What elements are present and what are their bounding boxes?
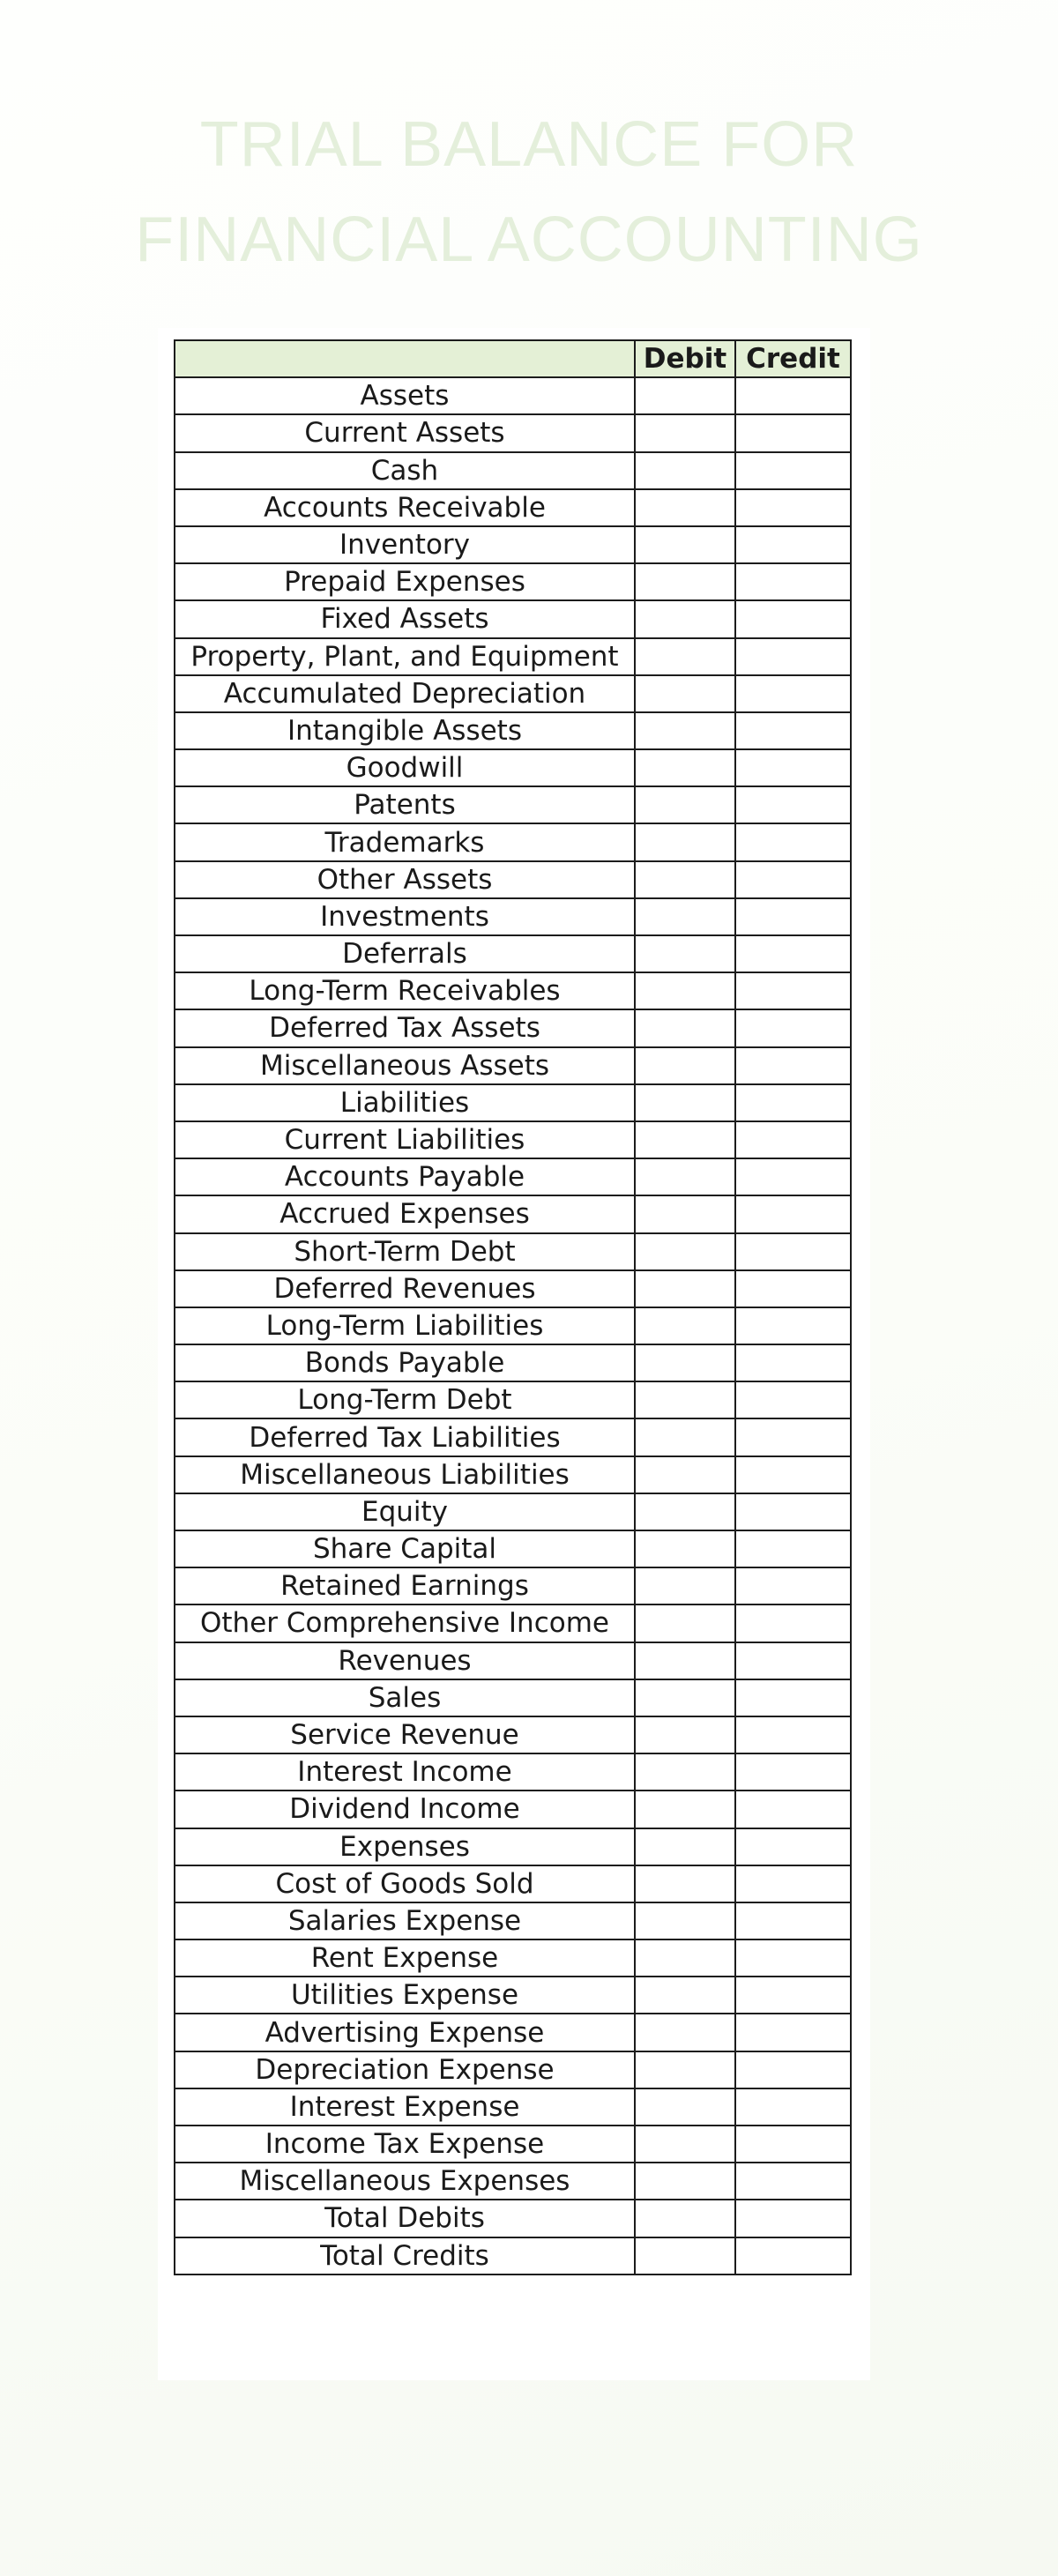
table-row <box>175 1121 851 1158</box>
account-name-cell: Intangible Assets <box>175 712 635 749</box>
debit-cell[interactable] <box>635 1939 735 1977</box>
account-name-cell: Expenses <box>175 1828 635 1865</box>
debit-cell[interactable] <box>635 414 735 451</box>
account-name-cell: Advertising Expense <box>175 2014 635 2051</box>
account-name-cell: Accumulated Depreciation <box>175 675 635 712</box>
credit-cell[interactable] <box>735 1418 851 1456</box>
trial-balance-sheet <box>158 328 870 2380</box>
credit-cell[interactable] <box>735 526 851 563</box>
account-name-cell: Property, Plant, and Equipment <box>175 638 635 675</box>
account-name-cell: Total Credits <box>175 2237 635 2274</box>
table-row <box>175 1642 851 1679</box>
debit-cell[interactable] <box>635 1456 735 1493</box>
table-row <box>175 1902 851 1939</box>
debit-cell[interactable] <box>635 1195 735 1232</box>
account-name-cell: Long-Term Receivables <box>175 972 635 1009</box>
account-name-cell: Revenues <box>175 1642 635 1679</box>
table-row <box>175 972 851 1009</box>
table-row <box>175 935 851 972</box>
table-row <box>175 1270 851 1307</box>
header-credit: Credit <box>735 340 851 377</box>
credit-cell[interactable] <box>735 1939 851 1977</box>
debit-cell[interactable] <box>635 1977 735 2014</box>
credit-cell[interactable] <box>735 1233 851 1270</box>
debit-cell[interactable] <box>635 600 735 637</box>
debit-cell[interactable] <box>635 823 735 860</box>
table-row <box>175 1679 851 1716</box>
account-name-cell: Service Revenue <box>175 1716 635 1753</box>
table-body <box>175 377 851 2274</box>
account-name-cell: Deferrals <box>175 935 635 972</box>
credit-cell[interactable] <box>735 638 851 675</box>
page-title-line-1: TRIAL BALANCE FOR <box>199 109 859 180</box>
account-name-cell: Long-Term Liabilities <box>175 1307 635 1344</box>
credit-cell[interactable] <box>735 1009 851 1046</box>
table-row <box>175 1604 851 1642</box>
page-title <box>0 97 1058 287</box>
debit-cell[interactable] <box>635 1381 735 1418</box>
account-name-cell: Salaries Expense <box>175 1902 635 1939</box>
debit-cell[interactable] <box>635 1158 735 1195</box>
account-name-cell: Miscellaneous Assets <box>175 1047 635 1084</box>
debit-cell[interactable] <box>635 2163 735 2200</box>
credit-cell[interactable] <box>735 600 851 637</box>
credit-cell[interactable] <box>735 1604 851 1642</box>
table-row <box>175 823 851 860</box>
account-name-cell: Dividend Income <box>175 1791 635 1828</box>
credit-cell[interactable] <box>735 786 851 823</box>
debit-cell[interactable] <box>635 1753 735 1791</box>
account-name-cell: Long-Term Debt <box>175 1381 635 1418</box>
debit-cell[interactable] <box>635 1493 735 1530</box>
account-name-cell: Assets <box>175 377 635 414</box>
account-name-cell: Cash <box>175 452 635 489</box>
table-row <box>175 1233 851 1270</box>
table-row <box>175 1939 851 1977</box>
debit-cell[interactable] <box>635 1828 735 1865</box>
header-account <box>175 340 635 377</box>
account-name-cell: Deferred Revenues <box>175 1270 635 1307</box>
table-row <box>175 712 851 749</box>
debit-cell[interactable] <box>635 1084 735 1121</box>
credit-cell[interactable] <box>735 1121 851 1158</box>
account-name-cell: Goodwill <box>175 749 635 786</box>
account-name-cell: Current Liabilities <box>175 1121 635 1158</box>
table-row <box>175 786 851 823</box>
credit-cell[interactable] <box>735 1195 851 1232</box>
debit-cell[interactable] <box>635 1865 735 1902</box>
credit-cell[interactable] <box>735 377 851 414</box>
account-name-cell: Current Assets <box>175 414 635 451</box>
credit-cell[interactable] <box>735 2014 851 2051</box>
table-row <box>175 1493 851 1530</box>
account-name-cell: Total Debits <box>175 2200 635 2237</box>
account-name-cell: Interest Expense <box>175 2088 635 2126</box>
debit-cell[interactable] <box>635 1121 735 1158</box>
credit-cell[interactable] <box>735 1270 851 1307</box>
credit-cell[interactable] <box>735 1642 851 1679</box>
table-row <box>175 377 851 414</box>
table-row <box>175 675 851 712</box>
credit-cell[interactable] <box>735 1828 851 1865</box>
account-name-cell: Prepaid Expenses <box>175 563 635 600</box>
credit-cell[interactable] <box>735 1567 851 1604</box>
table-row <box>175 2163 851 2200</box>
debit-cell[interactable] <box>635 638 735 675</box>
debit-cell[interactable] <box>635 898 735 935</box>
debit-cell[interactable] <box>635 972 735 1009</box>
account-name-cell: Accounts Receivable <box>175 489 635 526</box>
credit-cell[interactable] <box>735 712 851 749</box>
credit-cell[interactable] <box>735 489 851 526</box>
credit-cell[interactable] <box>735 861 851 898</box>
account-name-cell: Other Assets <box>175 861 635 898</box>
debit-cell[interactable] <box>635 2088 735 2126</box>
debit-cell[interactable] <box>635 712 735 749</box>
credit-cell[interactable] <box>735 972 851 1009</box>
account-name-cell: Equity <box>175 1493 635 1530</box>
credit-cell[interactable] <box>735 1865 851 1902</box>
table-row <box>175 600 851 637</box>
account-name-cell: Rent Expense <box>175 1939 635 1977</box>
debit-cell[interactable] <box>635 489 735 526</box>
account-name-cell: Miscellaneous Expenses <box>175 2163 635 2200</box>
account-name-cell: Other Comprehensive Income <box>175 1604 635 1642</box>
header-debit: Debit <box>635 340 735 377</box>
table-row <box>175 1344 851 1381</box>
credit-cell[interactable] <box>735 2163 851 2200</box>
account-name-cell: Deferred Tax Liabilities <box>175 1418 635 1456</box>
credit-cell[interactable] <box>735 1530 851 1567</box>
account-name-cell: Accounts Payable <box>175 1158 635 1195</box>
account-name-cell: Miscellaneous Liabilities <box>175 1456 635 1493</box>
account-name-cell: Bonds Payable <box>175 1344 635 1381</box>
debit-cell[interactable] <box>635 786 735 823</box>
table-row <box>175 2014 851 2051</box>
account-name-cell: Interest Income <box>175 1753 635 1791</box>
debit-cell[interactable] <box>635 2051 735 2088</box>
account-name-cell: Share Capital <box>175 1530 635 1567</box>
credit-cell[interactable] <box>735 1158 851 1195</box>
debit-cell[interactable] <box>635 749 735 786</box>
debit-cell[interactable] <box>635 563 735 600</box>
table-row <box>175 898 851 935</box>
credit-cell[interactable] <box>735 675 851 712</box>
table-row <box>175 452 851 489</box>
credit-cell[interactable] <box>735 1753 851 1791</box>
table-row <box>175 1009 851 1046</box>
debit-cell[interactable] <box>635 1530 735 1567</box>
account-name-cell: Utilities Expense <box>175 1977 635 2014</box>
table-row <box>175 861 851 898</box>
account-name-cell: Income Tax Expense <box>175 2126 635 2163</box>
debit-cell[interactable] <box>635 1716 735 1753</box>
debit-cell[interactable] <box>635 452 735 489</box>
credit-cell[interactable] <box>735 823 851 860</box>
debit-cell[interactable] <box>635 861 735 898</box>
debit-cell[interactable] <box>635 1642 735 1679</box>
table-row <box>175 1716 851 1753</box>
credit-cell[interactable] <box>735 749 851 786</box>
table-row <box>175 1456 851 1493</box>
table-row <box>175 749 851 786</box>
credit-cell[interactable] <box>735 898 851 935</box>
debit-cell[interactable] <box>635 1418 735 1456</box>
debit-cell[interactable] <box>635 2126 735 2163</box>
table-row <box>175 563 851 600</box>
debit-cell[interactable] <box>635 2200 735 2237</box>
table-row <box>175 1195 851 1232</box>
credit-cell[interactable] <box>735 2126 851 2163</box>
credit-cell[interactable] <box>735 1456 851 1493</box>
table-row <box>175 1418 851 1456</box>
debit-cell[interactable] <box>635 1270 735 1307</box>
table-row <box>175 1381 851 1418</box>
debit-cell[interactable] <box>635 1344 735 1381</box>
debit-cell[interactable] <box>635 1009 735 1046</box>
account-name-cell: Short-Term Debt <box>175 1233 635 1270</box>
table-row <box>175 489 851 526</box>
credit-cell[interactable] <box>735 1084 851 1121</box>
table-row <box>175 1753 851 1791</box>
account-name-cell: Depreciation Expense <box>175 2051 635 2088</box>
table-row <box>175 1047 851 1084</box>
table-row <box>175 1530 851 1567</box>
table-row <box>175 2200 851 2237</box>
debit-cell[interactable] <box>635 1902 735 1939</box>
credit-cell[interactable] <box>735 563 851 600</box>
table-row <box>175 2088 851 2126</box>
account-name-cell: Trademarks <box>175 823 635 860</box>
debit-cell[interactable] <box>635 1307 735 1344</box>
table-row <box>175 1791 851 1828</box>
credit-cell[interactable] <box>735 1307 851 1344</box>
table-row <box>175 414 851 451</box>
account-name-cell: Accrued Expenses <box>175 1195 635 1232</box>
page-title-line-2: FINANCIAL ACCOUNTING <box>135 205 923 275</box>
account-name-cell: Patents <box>175 786 635 823</box>
table-header-row <box>175 340 851 377</box>
credit-cell[interactable] <box>735 935 851 972</box>
credit-cell[interactable] <box>735 1047 851 1084</box>
credit-cell[interactable] <box>735 1344 851 1381</box>
debit-cell[interactable] <box>635 2014 735 2051</box>
credit-cell[interactable] <box>735 1791 851 1828</box>
debit-cell[interactable] <box>635 675 735 712</box>
debit-cell[interactable] <box>635 1679 735 1716</box>
debit-cell[interactable] <box>635 526 735 563</box>
table-row <box>175 1828 851 1865</box>
account-name-cell: Sales <box>175 1679 635 1716</box>
credit-cell[interactable] <box>735 414 851 451</box>
credit-cell[interactable] <box>735 1381 851 1418</box>
debit-cell[interactable] <box>635 377 735 414</box>
table-row <box>175 1084 851 1121</box>
table-row <box>175 2126 851 2163</box>
debit-cell[interactable] <box>635 2237 735 2274</box>
trial-balance-table <box>174 339 852 2275</box>
debit-cell[interactable] <box>635 1604 735 1642</box>
account-name-cell: Liabilities <box>175 1084 635 1121</box>
table-row <box>175 1865 851 1902</box>
debit-cell[interactable] <box>635 1567 735 1604</box>
account-name-cell: Fixed Assets <box>175 600 635 637</box>
credit-cell[interactable] <box>735 1493 851 1530</box>
table-row <box>175 1567 851 1604</box>
credit-cell[interactable] <box>735 2200 851 2237</box>
debit-cell[interactable] <box>635 935 735 972</box>
account-name-cell: Inventory <box>175 526 635 563</box>
table-row <box>175 526 851 563</box>
credit-cell[interactable] <box>735 1679 851 1716</box>
debit-cell[interactable] <box>635 1791 735 1828</box>
table-row <box>175 1307 851 1344</box>
table-row <box>175 2237 851 2274</box>
account-name-cell: Deferred Tax Assets <box>175 1009 635 1046</box>
credit-cell[interactable] <box>735 2237 851 2274</box>
credit-cell[interactable] <box>735 1977 851 2014</box>
credit-cell[interactable] <box>735 2051 851 2088</box>
credit-cell[interactable] <box>735 1716 851 1753</box>
table-row <box>175 1977 851 2014</box>
account-name-cell: Retained Earnings <box>175 1567 635 1604</box>
debit-cell[interactable] <box>635 1233 735 1270</box>
credit-cell[interactable] <box>735 1902 851 1939</box>
table-row <box>175 638 851 675</box>
credit-cell[interactable] <box>735 452 851 489</box>
table-row <box>175 1158 851 1195</box>
account-name-cell: Cost of Goods Sold <box>175 1865 635 1902</box>
table-row <box>175 2051 851 2088</box>
account-name-cell: Investments <box>175 898 635 935</box>
debit-cell[interactable] <box>635 1047 735 1084</box>
credit-cell[interactable] <box>735 2088 851 2126</box>
